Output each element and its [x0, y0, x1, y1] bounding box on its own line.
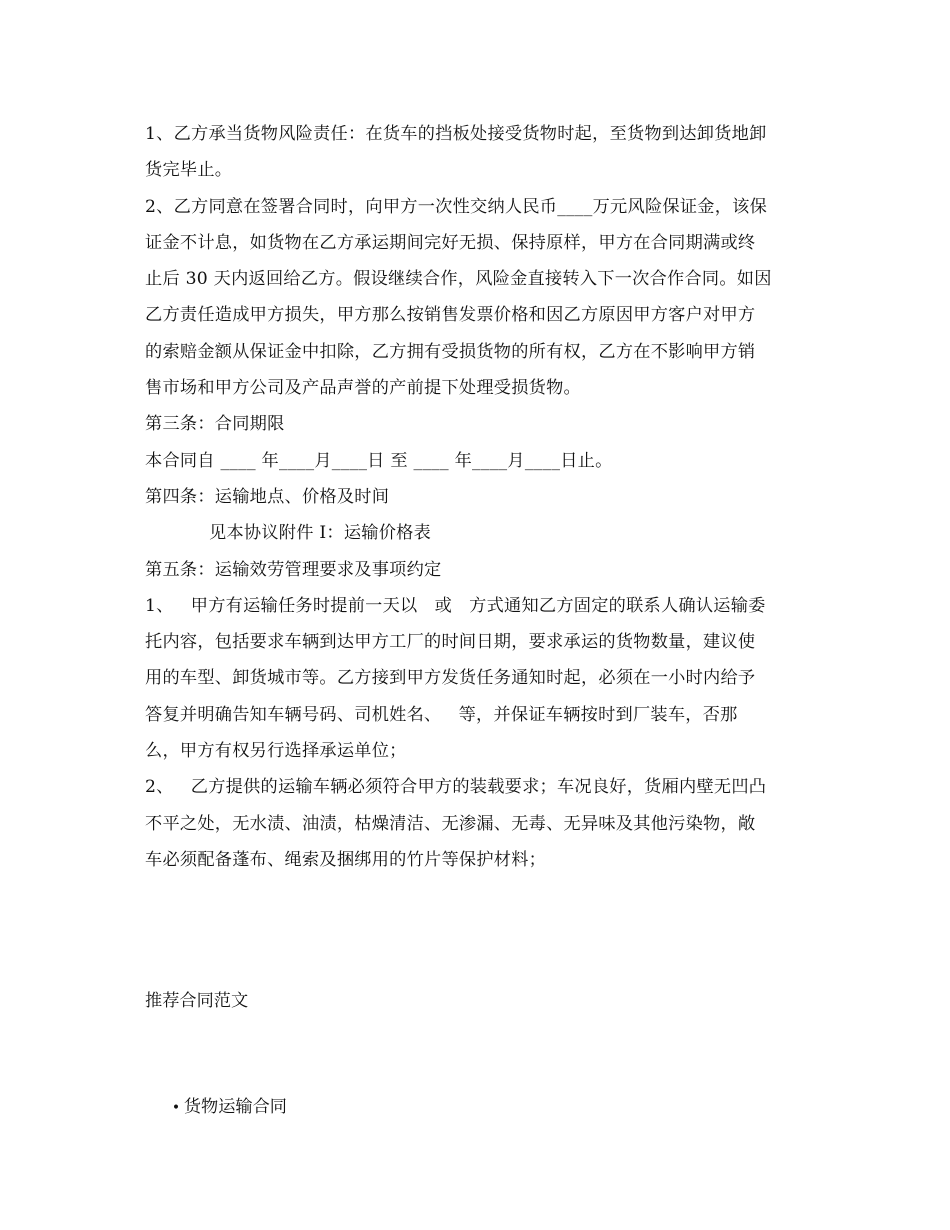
- text-line: 1、乙方承当货物风险责任：在货车的挡板处接受货物时起，至货物到达卸货地卸: [145, 124, 767, 144]
- text-line: 第五条：运输效劳管理要求及事项约定: [145, 559, 442, 580]
- recommend-heading: 推荐合同范文: [145, 991, 249, 1011]
- text-line: 第三条：合同期限: [145, 414, 285, 435]
- text-line: 乙方责任造成甲方损失，甲方那么按销售发票价格和因乙方原因甲方客户对甲方: [145, 305, 756, 326]
- related-contract-label[interactable]: 货物运输合同: [183, 1097, 287, 1117]
- related-contract-link[interactable]: [150, 1062, 287, 1153]
- text-line: 止后 30 天内返回给乙方。假设继续合作，风险金直接转入下一次合作合同。如因: [145, 269, 772, 290]
- bullet-icon: •: [171, 1100, 181, 1116]
- text-line: 不平之处，无水渍、油渍，枯燥清洁、无渗漏、无毒、无异味及其他污染物，敞: [145, 813, 756, 834]
- text-line: 2、 乙方提供的运输车辆必须符合甲方的装载要求；车况良好，货厢内壁无凹凸: [145, 777, 767, 798]
- text-line: 证金不计息，如货物在乙方承运期间完好无损、保持原样，甲方在合同期满或终: [145, 232, 756, 253]
- text-line: 见本协议附件 I：运输价格表: [209, 523, 432, 544]
- contract-body: [145, 116, 810, 878]
- text-line: 么，甲方有权另行选择承运单位；: [145, 741, 407, 762]
- text-line: 第四条：运输地点、价格及时间: [145, 486, 390, 507]
- text-line: 货完毕止。: [145, 160, 233, 181]
- text-line: 2、乙方同意在签署合同时，向甲方一次性交纳人民币____万元风险保证金，该保: [145, 196, 768, 217]
- text-line: 车必须配备蓬布、绳索及捆绑用的竹片等保护材料；: [145, 849, 547, 870]
- text-line: 的索赔金额从保证金中扣除，乙方拥有受损货物的所有权，乙方在不影响甲方销: [145, 341, 756, 362]
- text-line: 本合同自 ____ 年____月____日 至 ____ 年____月____日止。: [145, 450, 613, 471]
- text-line: 答复并明确告知车辆号码、司机姓名、 等，并保证车辆按时到厂装车，否那: [145, 704, 738, 725]
- text-line: 托内容，包括要求车辆到达甲方工厂的时间日期，要求承运的货物数量，建议使: [145, 632, 756, 653]
- text-line: 1、 甲方有运输任务时提前一天以 或 方式通知乙方固定的联系人确认运输委: [145, 595, 766, 616]
- text-line: 售市场和甲方公司及产品声誉的产前提下处理受损货物。: [145, 378, 581, 399]
- text-line: 用的车型、卸货城市等。乙方接到甲方发货任务通知时起，必须在一小时内给予: [145, 668, 756, 689]
